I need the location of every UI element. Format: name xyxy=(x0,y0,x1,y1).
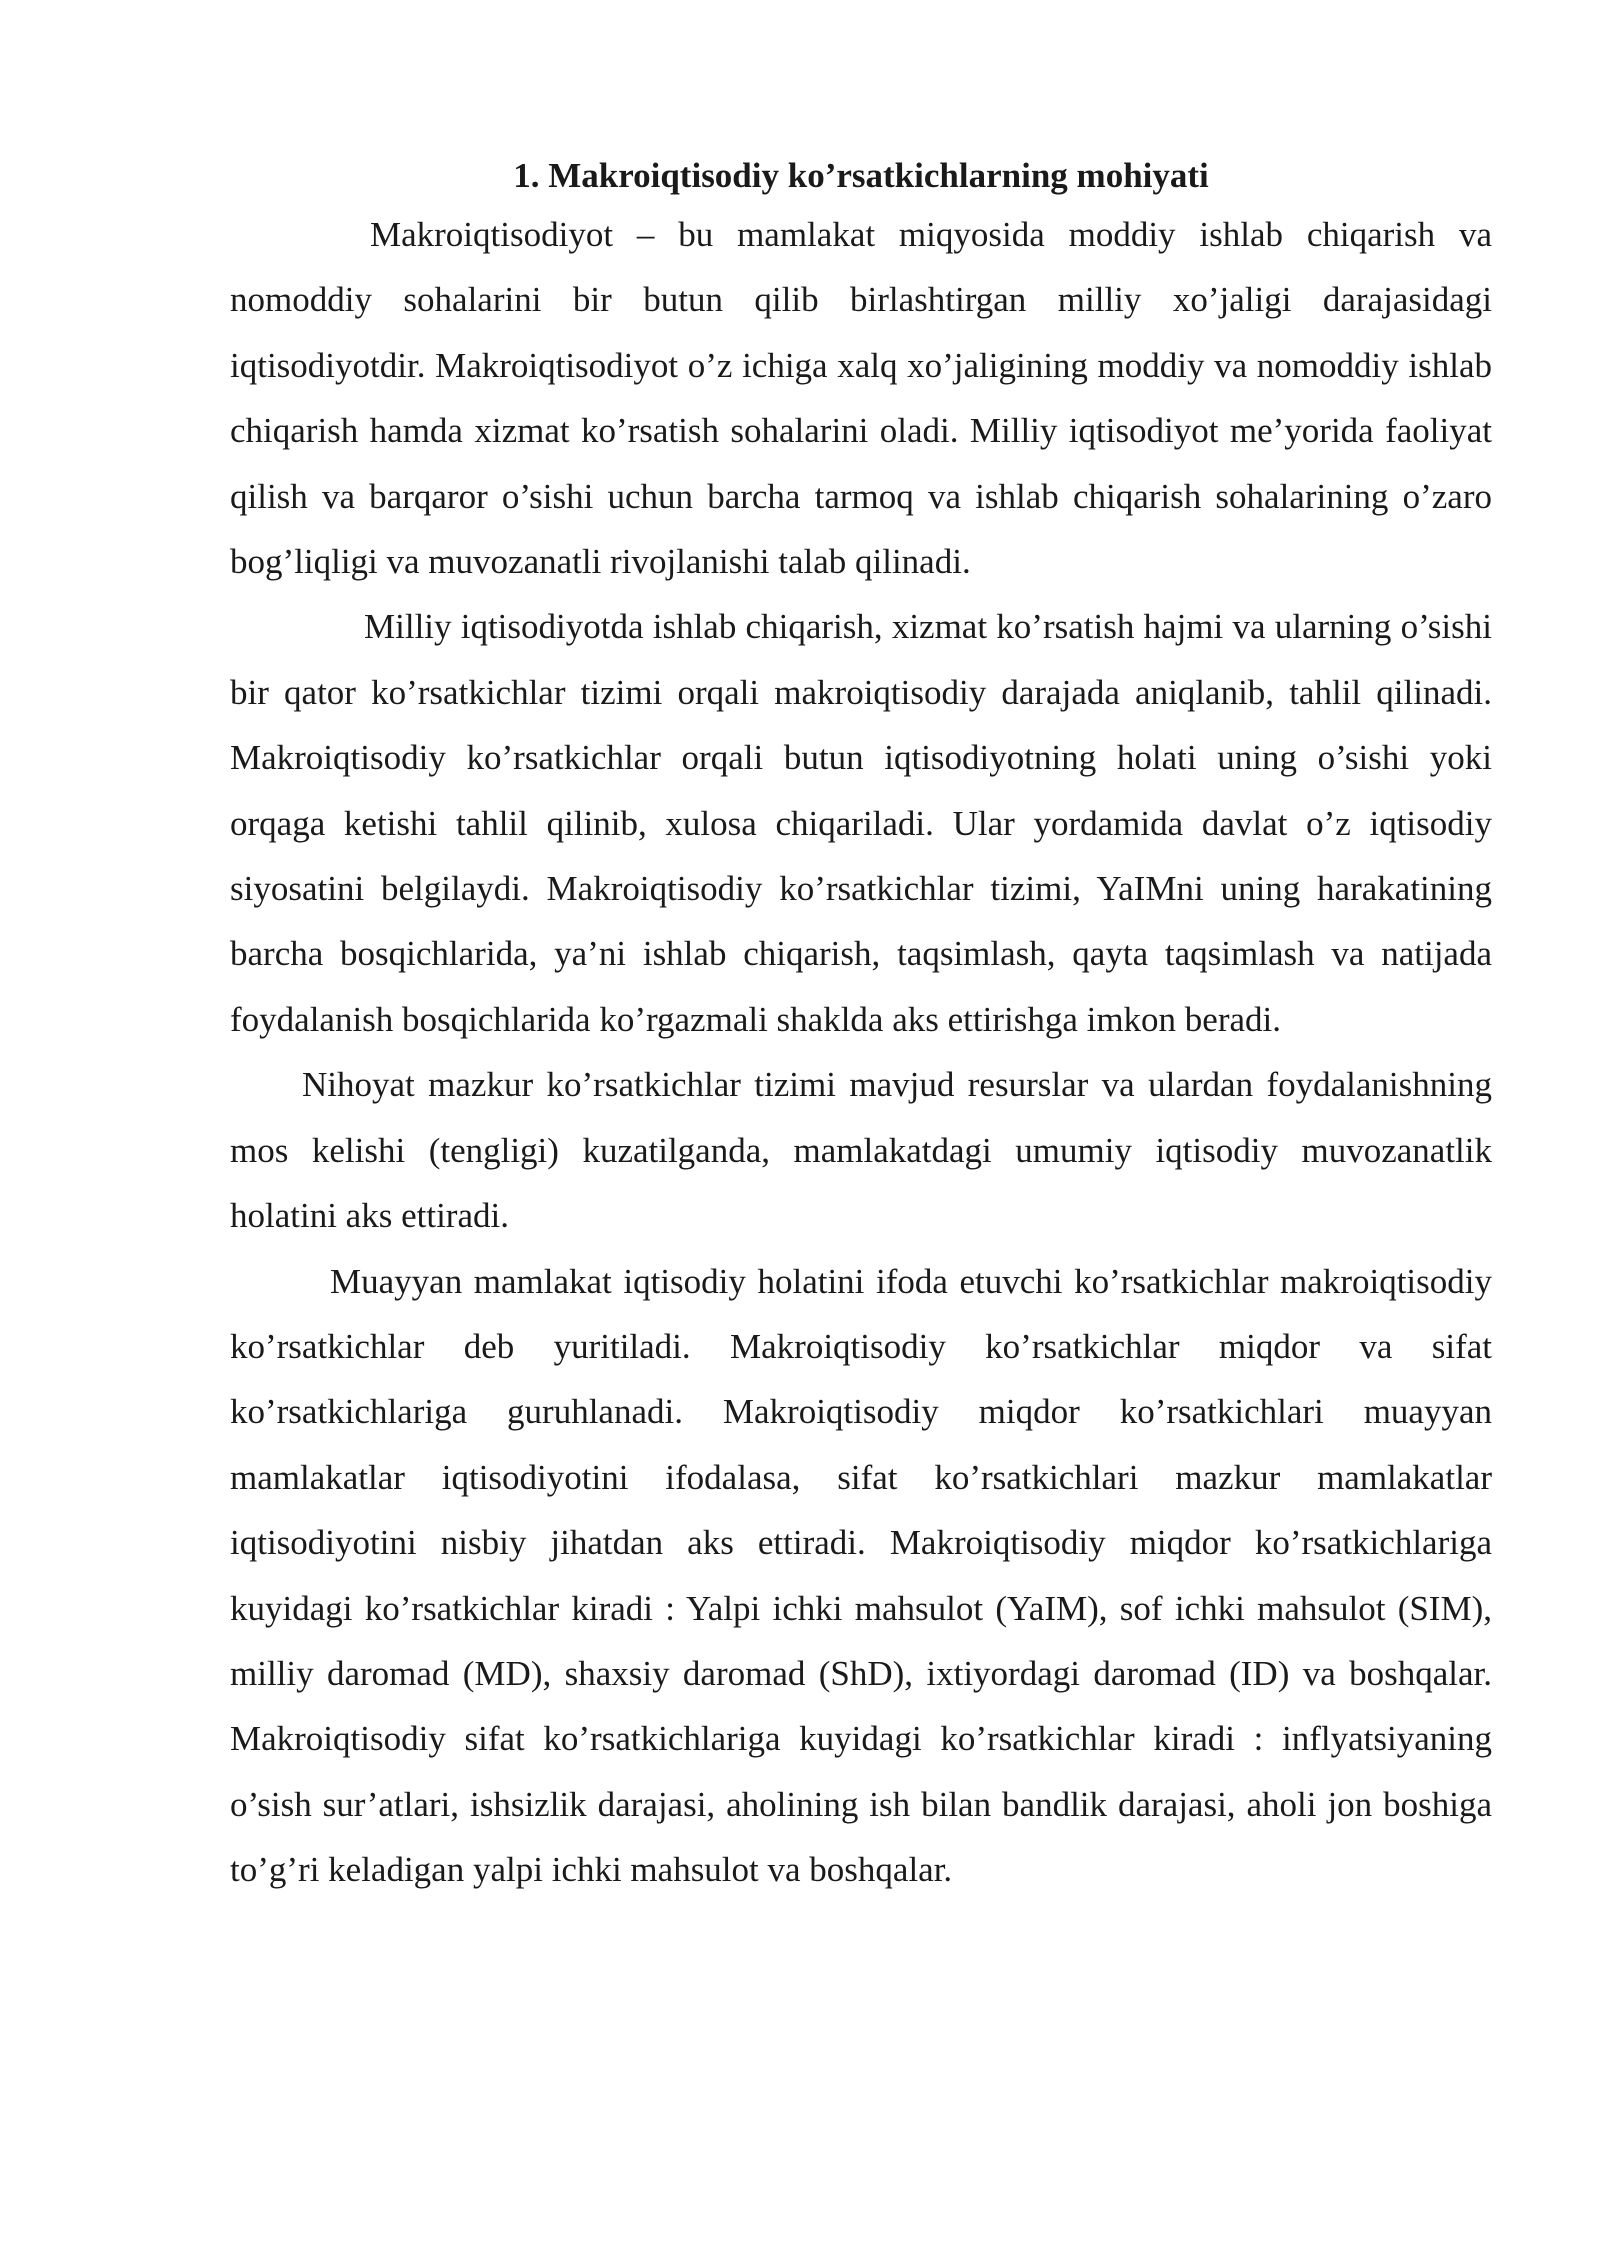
document-title: 1. Makroiqtisodiy ko’rsatkichlarning mohiyati xyxy=(513,156,1209,195)
document-body xyxy=(230,150,1492,1903)
paragraph-equilibrium: Nihoyat mazkur ko’rsatkichlar tizimi mavjud resurslar va ulardan foydalanishning mos kelishi (tengligi) kuzatilganda, mamlakatdagi umumiy iqtisodiy muvozanatlik holatini aks ettiradi. xyxy=(230,1065,1492,1236)
paragraph-indicator-types: Muayyan mamlakat iqtisodiy holatini ifoda etuvchi ko’rsatkichlar makroiqtisodiy ko’rsatkichlar deb yuritiladi. Makroiqtisodiy ko’rsatkichlar miqdor va sifat ko’rsatkichlariga guruhlanadi. Makroiqtisodiy miqdor ko’rsatkichlari muayyan mamlakatlar iqtisodiyotini ifodalasa, sifat ko’rsatkichlari mazkur mamlakatlar iqtisodiyotini nisbiy jihatdan aks ettiradi. Makroiqtisodiy miqdor ko’rsatkichlariga kuyidagi ko’rsatkichlar kiradi : Yalpi ichki mahsulot (YaIM), sof ichki mahsulot (SIM), milliy daromad (MD), shaxsiy daromad (ShD), ixtiyordagi daromad (ID) va boshqalar. Makroiqtisodiy sifat ko’rsatkichlariga kuyidagi ko’rsatkichlar kiradi : inflyatsiyaning o’sish sur’atlari, ishsizlik darajasi, aholining ish bilan bandlik darajasi, aholi jon boshiga to’g’ri keladigan yalpi ichki mahsulot va boshqalar. xyxy=(230,1261,1492,1890)
paragraph-indicator-system: Milliy iqtisodiyotda ishlab chiqarish, xizmat ko’rsatish hajmi va ularning o’sishi bir qator ko’rsatkichlar tizimi orqali makroiqtisodiy darajada aniqlanib, tahlil qilinadi. Makroiqtisodiy ko’rsatkichlar orqali butun iqtisodiyotning holati uning o’sishi yoki orqaga ketishi tahlil qilinib, xulosa chiqariladi. Ular yordamida davlat o’z iqtisodiy siyosatini belgilaydi. Makroiqtisodiy ko’rsatkichlar tizimi, YaIMni uning harakatining barcha bosqichlarida, ya’ni ishlab chiqarish, taqsimlash, qayta taqsimlash va natijada foydalanish bosqichlarida ko’rgazmali shakldа aks ettirishga imkon beradi. xyxy=(230,607,1492,1039)
paragraph-macroeconomics-definition: Makroiqtisodiyot – bu mamlakat miqyosida moddiy ishlab chiqarish va nomoddiy sohalarini bir butun qilib birlashtirgan milliy xo’jaligi darajasidagi iqtisodiyotdir. Makroiqtisodiyot o’z ichiga xalq xo’jaligining moddiy va nomoddiy ishlab chiqarish hamda xizmat ko’rsatish sohalarini oladi. Milliy iqtisodiyot me’yorida faoliyat qilish va barqaror o’sishi uchun barcha tarmoq va ishlab chiqarish sohalarining o’zaro bog’liqligi va muvozanatli rivojlanishi talab qilinadi. xyxy=(230,215,1492,582)
